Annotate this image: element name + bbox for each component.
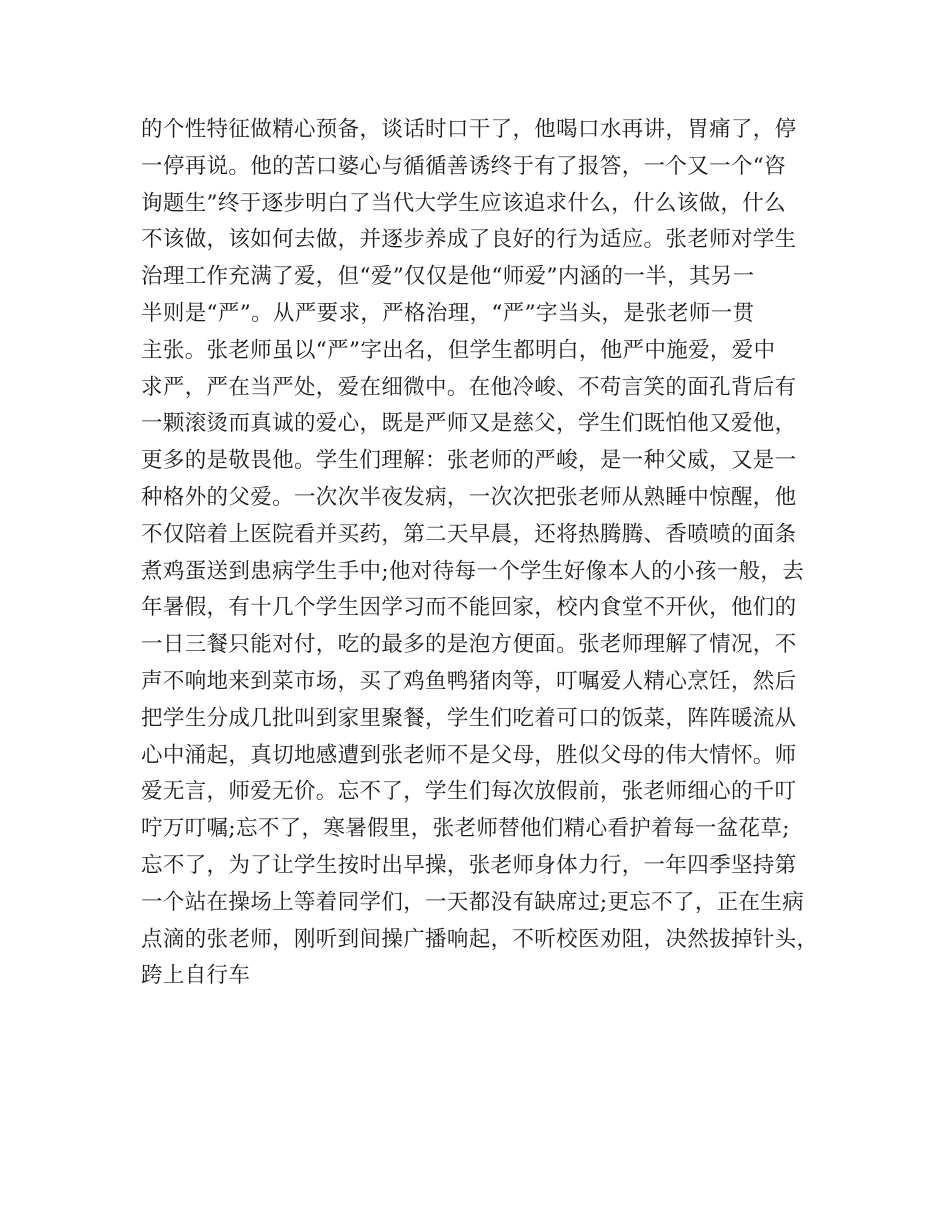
text-line: 点滴的张老师，刚听到间操广播响起，不听校医劝阻，决然拔掉针头， — [141, 926, 819, 952]
text-line: 的个性特征做精心预备，谈话时口干了，他喝口水再讲，胃痛了，停 — [141, 117, 797, 142]
text-line: 年暑假，有十几个学生因学习而不能回家，校内食堂不开伙，他们的 — [141, 595, 797, 621]
text-line: 一日三餐只能对付，吃的最多的是泡方便面。张老师理解了情况，不 — [141, 632, 797, 658]
text-line: 一个站在操场上等着同学们，一天都没有缺席过;更忘不了，正在生病 — [141, 889, 805, 915]
text-line: 一颗滚烫而真诚的爱心，既是严师又是慈父，学生们既怕他又爱他， — [141, 411, 797, 437]
text-line: 询题生”终于逐步明白了当代大学生应该追求什么，什么该做，什么 — [141, 190, 786, 216]
text-line: 不仅陪着上医院看并买药，第二天早晨，还将热腾腾、香喷喷的面条 — [141, 521, 797, 547]
text-line: 更多的是敬畏他。学生们理解：张老师的严峻，是一种父威，又是一 — [141, 448, 797, 474]
text-line: 咛万叮嘱;忘不了，寒暑假里，张老师替他们精心看护着每一盆花草; — [141, 816, 790, 842]
text-line: 爱无言，师爱无价。忘不了，学生们每次放假前，张老师细心的千叮 — [141, 779, 797, 805]
text-line: 把学生分成几批叫到家里聚餐，学生们吃着可口的饭菜，阵阵暖流从 — [141, 705, 797, 731]
text-line: 主张。张老师虽以“严”字出名，但学生都明白，他严中施爱，爱中 — [141, 337, 776, 363]
text-line: 忘不了，为了让学生按时出早操，张老师身体力行，一年四季坚持第 — [141, 852, 797, 878]
text-line: 不该做，该如何去做，并逐步养成了良好的行为适应。张老师对学生 — [141, 227, 797, 253]
body-paragraph — [141, 112, 841, 995]
text-line: 治理工作充满了爱，但“爱”仅仅是他“师爱”内涵的一半，其另一 — [141, 264, 755, 290]
text-line: 半则是“严”。从严要求，严格治理，“严”字当头，是张老师一贯 — [141, 300, 755, 326]
text-line: 声不响地来到菜市场，买了鸡鱼鸭猪肉等，叮嘱爱人精心烹饪，然后 — [141, 668, 797, 694]
text-line: 煮鸡蛋送到患病学生手中;他对待每一个学生好像本人的小孩一般，去 — [141, 558, 805, 584]
text-line: 求严，严在当严处，爱在细微中。在他冷峻、不苟言笑的面孔背后有 — [141, 374, 797, 400]
text-line: 跨上自行车 — [141, 963, 251, 989]
text-line: 心中涌起，真切地感遭到张老师不是父母，胜似父母的伟大情怀。师 — [141, 742, 797, 768]
text-line: 种格外的父爱。一次次半夜发病，一次次把张老师从熟睡中惊醒，他 — [141, 484, 797, 510]
text-line: 一停再说。他的苦口婆心与循循善诱终于有了报答，一个又一个“咨 — [141, 153, 786, 179]
